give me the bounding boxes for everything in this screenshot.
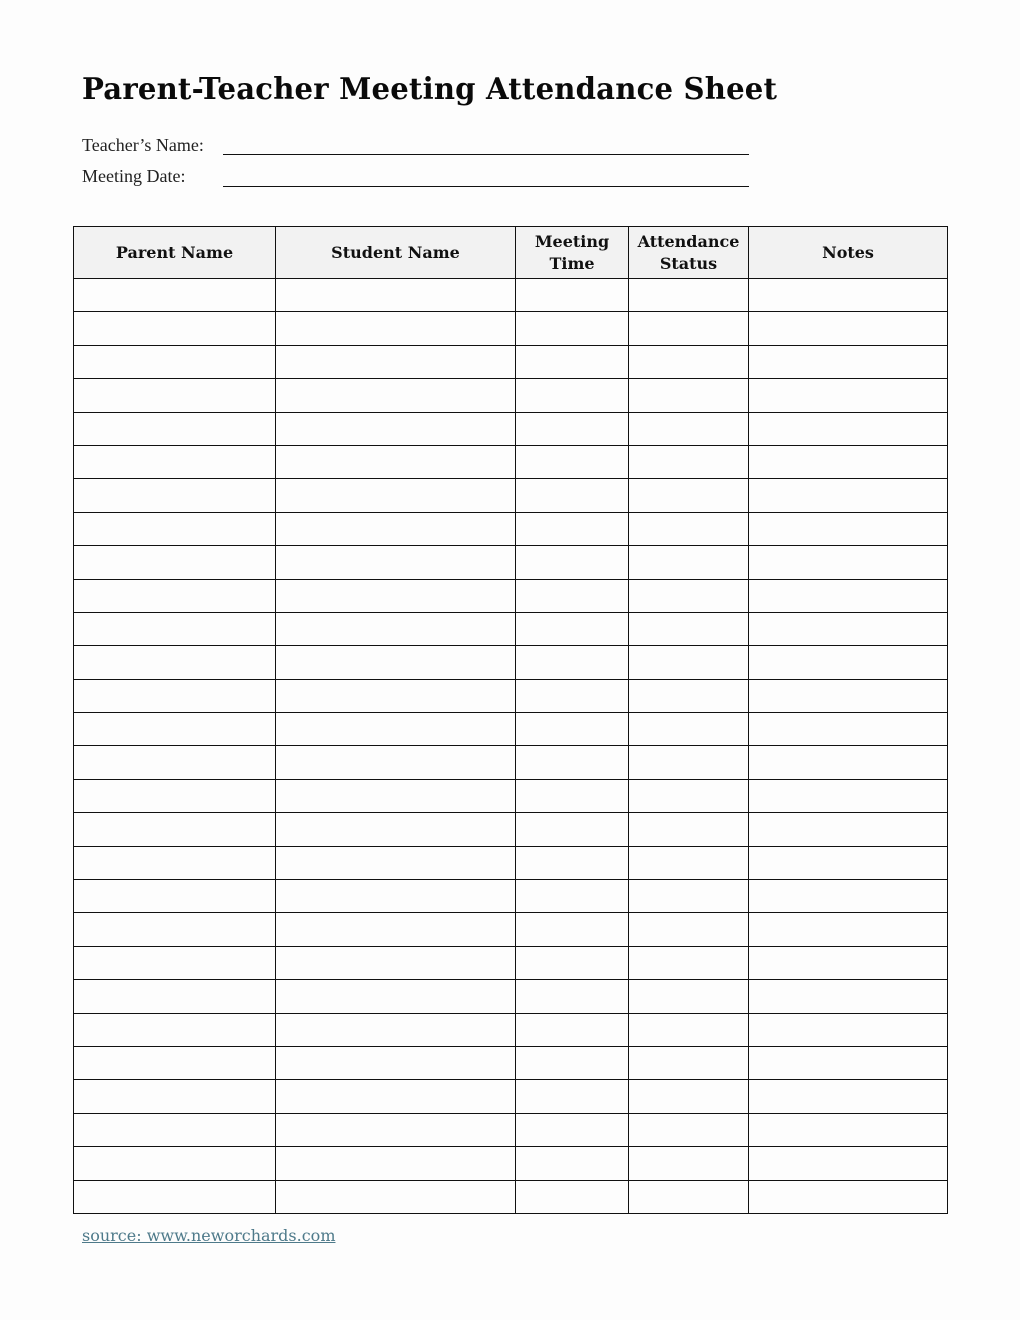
notes-cell[interactable] [749, 1013, 948, 1046]
table-row [74, 846, 948, 879]
student-name-cell[interactable] [276, 1147, 516, 1180]
table-row [74, 1180, 948, 1213]
teacher-name-field[interactable] [223, 154, 749, 155]
parent-name-cell[interactable] [74, 512, 276, 545]
parent-name-cell[interactable] [74, 379, 276, 412]
notes-cell[interactable] [749, 1046, 948, 1079]
attendance-status-cell[interactable] [629, 512, 749, 545]
teacher-name-label: Teacher’s Name: [82, 135, 204, 155]
meeting-time-cell[interactable] [516, 412, 629, 445]
column-header-attendance-status [629, 227, 749, 279]
notes-cell[interactable] [749, 412, 948, 445]
source-link[interactable]: source: www.neworchards.com [82, 1226, 336, 1245]
meeting-time-cell[interactable] [516, 746, 629, 779]
attendance-table [73, 226, 948, 1214]
parent-name-cell[interactable] [74, 579, 276, 612]
table-row [74, 980, 948, 1013]
parent-name-cell[interactable] [74, 1113, 276, 1146]
attendance-status-cell[interactable] [629, 646, 749, 679]
meeting-time-cell[interactable] [516, 1147, 629, 1180]
table-row [74, 479, 948, 512]
notes-cell[interactable] [749, 679, 948, 712]
meeting-time-cell[interactable] [516, 713, 629, 746]
student-name-cell[interactable] [276, 913, 516, 946]
attendance-status-cell[interactable] [629, 445, 749, 478]
attendance-status-cell[interactable] [629, 479, 749, 512]
meeting-time-cell[interactable] [516, 679, 629, 712]
table-row [74, 312, 948, 345]
student-name-cell[interactable] [276, 1113, 516, 1146]
meeting-time-cell[interactable] [516, 880, 629, 913]
parent-name-cell[interactable] [74, 546, 276, 579]
notes-cell[interactable] [749, 813, 948, 846]
attendance-status-cell[interactable] [629, 913, 749, 946]
meeting-date-label: Meeting Date: [82, 166, 186, 186]
parent-name-cell[interactable] [74, 279, 276, 312]
meeting-time-cell[interactable] [516, 612, 629, 645]
attendance-status-cell[interactable] [629, 679, 749, 712]
student-name-cell[interactable] [276, 946, 516, 979]
student-name-cell[interactable] [276, 1046, 516, 1079]
table-row [74, 746, 948, 779]
parent-name-cell[interactable] [74, 1080, 276, 1113]
table-row [74, 1080, 948, 1113]
parent-name-cell[interactable] [74, 312, 276, 345]
parent-name-cell[interactable] [74, 345, 276, 378]
student-name-cell[interactable] [276, 612, 516, 645]
notes-cell[interactable] [749, 479, 948, 512]
attendance-status-cell[interactable] [629, 1013, 749, 1046]
notes-cell[interactable] [749, 1113, 948, 1146]
student-name-cell[interactable] [276, 445, 516, 478]
notes-cell[interactable] [749, 512, 948, 545]
column-header-parent-name [74, 227, 276, 279]
student-name-cell[interactable] [276, 980, 516, 1013]
notes-cell[interactable] [749, 312, 948, 345]
parent-name-cell[interactable] [74, 479, 276, 512]
column-header-meeting-time [516, 227, 629, 279]
column-header-student-name [276, 227, 516, 279]
table-row [74, 1013, 948, 1046]
parent-name-cell[interactable] [74, 679, 276, 712]
parent-name-cell[interactable] [74, 646, 276, 679]
column-header-label: Attendance [637, 231, 740, 251]
attendance-status-cell[interactable] [629, 813, 749, 846]
notes-cell[interactable] [749, 846, 948, 879]
student-name-cell[interactable] [276, 779, 516, 812]
meeting-time-cell[interactable] [516, 279, 629, 312]
parent-name-cell[interactable] [74, 813, 276, 846]
table-row [74, 679, 948, 712]
attendance-status-cell[interactable] [629, 946, 749, 979]
meeting-time-cell[interactable] [516, 1046, 629, 1079]
meeting-time-cell[interactable] [516, 980, 629, 1013]
meeting-time-cell[interactable] [516, 1080, 629, 1113]
attendance-status-cell[interactable] [629, 379, 749, 412]
student-name-cell[interactable] [276, 880, 516, 913]
student-name-cell[interactable] [276, 379, 516, 412]
meeting-time-cell[interactable] [516, 546, 629, 579]
page-title: Parent-Teacher Meeting Attendance Sheet [82, 72, 778, 107]
notes-cell[interactable] [749, 579, 948, 612]
attendance-status-cell[interactable] [629, 880, 749, 913]
attendance-status-cell[interactable] [629, 1113, 749, 1146]
attendance-status-cell[interactable] [629, 713, 749, 746]
attendance-status-cell[interactable] [629, 1180, 749, 1213]
parent-name-cell[interactable] [74, 880, 276, 913]
notes-cell[interactable] [749, 546, 948, 579]
table-row [74, 579, 948, 612]
meeting-time-cell[interactable] [516, 1113, 629, 1146]
parent-name-cell[interactable] [74, 846, 276, 879]
parent-name-cell[interactable] [74, 746, 276, 779]
notes-cell[interactable] [749, 445, 948, 478]
meeting-time-cell[interactable] [516, 813, 629, 846]
student-name-cell[interactable] [276, 746, 516, 779]
attendance-status-cell[interactable] [629, 345, 749, 378]
notes-cell[interactable] [749, 646, 948, 679]
notes-cell[interactable] [749, 279, 948, 312]
attendance-status-cell[interactable] [629, 546, 749, 579]
table-row [74, 612, 948, 645]
parent-name-cell[interactable] [74, 1046, 276, 1079]
table-body [74, 279, 948, 1214]
notes-cell[interactable] [749, 1147, 948, 1180]
meeting-time-cell[interactable] [516, 946, 629, 979]
attendance-status-cell[interactable] [629, 412, 749, 445]
attendance-status-cell[interactable] [629, 746, 749, 779]
notes-cell[interactable] [749, 746, 948, 779]
student-name-cell[interactable] [276, 279, 516, 312]
table-row [74, 445, 948, 478]
attendance-status-cell[interactable] [629, 846, 749, 879]
meeting-time-cell[interactable] [516, 312, 629, 345]
meeting-time-cell[interactable] [516, 913, 629, 946]
parent-name-cell[interactable] [74, 713, 276, 746]
attendance-status-cell[interactable] [629, 579, 749, 612]
table-row [74, 279, 948, 312]
student-name-cell[interactable] [276, 1180, 516, 1213]
attendance-status-cell[interactable] [629, 312, 749, 345]
attendance-status-cell[interactable] [629, 279, 749, 312]
column-header-label: Student Name [331, 242, 460, 262]
attendance-status-cell[interactable] [629, 1046, 749, 1079]
student-name-cell[interactable] [276, 345, 516, 378]
table-row [74, 646, 948, 679]
student-name-cell[interactable] [276, 646, 516, 679]
column-header-label: Notes [822, 242, 874, 262]
student-name-cell[interactable] [276, 846, 516, 879]
notes-cell[interactable] [749, 1080, 948, 1113]
attendance-status-cell[interactable] [629, 612, 749, 645]
table-row [74, 412, 948, 445]
column-header-label: Meeting [534, 231, 610, 251]
meeting-time-cell[interactable] [516, 779, 629, 812]
notes-cell[interactable] [749, 1180, 948, 1213]
column-header-label: Parent Name [115, 242, 234, 262]
meeting-time-cell[interactable] [516, 379, 629, 412]
meeting-time-cell[interactable] [516, 579, 629, 612]
table-row [74, 546, 948, 579]
table-row [74, 713, 948, 746]
meeting-time-cell[interactable] [516, 846, 629, 879]
notes-cell[interactable] [749, 913, 948, 946]
column-header-label: Status [659, 253, 718, 273]
table-row [74, 779, 948, 812]
notes-cell[interactable] [749, 946, 948, 979]
table-header-row [74, 227, 948, 279]
student-name-cell[interactable] [276, 713, 516, 746]
table-row [74, 345, 948, 378]
table-row [74, 512, 948, 545]
meeting-time-cell[interactable] [516, 479, 629, 512]
parent-name-cell[interactable] [74, 612, 276, 645]
notes-cell[interactable] [749, 880, 948, 913]
parent-name-cell[interactable] [74, 1147, 276, 1180]
attendance-status-cell[interactable] [629, 980, 749, 1013]
student-name-cell[interactable] [276, 1080, 516, 1113]
table-row [74, 379, 948, 412]
student-name-cell[interactable] [276, 679, 516, 712]
meeting-time-cell[interactable] [516, 512, 629, 545]
table-row [74, 880, 948, 913]
student-name-cell[interactable] [276, 546, 516, 579]
table-row [74, 1046, 948, 1079]
notes-cell[interactable] [749, 612, 948, 645]
student-name-cell[interactable] [276, 813, 516, 846]
attendance-status-cell[interactable] [629, 779, 749, 812]
column-header-label: Time [549, 253, 595, 273]
parent-name-cell[interactable] [74, 1180, 276, 1213]
meeting-time-cell[interactable] [516, 345, 629, 378]
table-row [74, 913, 948, 946]
notes-cell[interactable] [749, 379, 948, 412]
notes-cell[interactable] [749, 345, 948, 378]
meeting-date-field[interactable] [223, 186, 749, 187]
meeting-time-cell[interactable] [516, 1180, 629, 1213]
student-name-cell[interactable] [276, 312, 516, 345]
parent-name-cell[interactable] [74, 779, 276, 812]
parent-name-cell[interactable] [74, 946, 276, 979]
meeting-time-cell[interactable] [516, 646, 629, 679]
notes-cell[interactable] [749, 779, 948, 812]
parent-name-cell[interactable] [74, 913, 276, 946]
meeting-time-cell[interactable] [516, 445, 629, 478]
parent-name-cell[interactable] [74, 1013, 276, 1046]
column-header-notes [749, 227, 948, 279]
student-name-cell[interactable] [276, 1013, 516, 1046]
student-name-cell[interactable] [276, 412, 516, 445]
attendance-status-cell[interactable] [629, 1147, 749, 1180]
attendance-status-cell[interactable] [629, 1080, 749, 1113]
meeting-time-cell[interactable] [516, 1013, 629, 1046]
student-name-cell[interactable] [276, 579, 516, 612]
table-row [74, 946, 948, 979]
parent-name-cell[interactable] [74, 445, 276, 478]
table-row [74, 1147, 948, 1180]
table-row [74, 1113, 948, 1146]
parent-name-cell[interactable] [74, 412, 276, 445]
student-name-cell[interactable] [276, 512, 516, 545]
notes-cell[interactable] [749, 980, 948, 1013]
student-name-cell[interactable] [276, 479, 516, 512]
notes-cell[interactable] [749, 713, 948, 746]
parent-name-cell[interactable] [74, 980, 276, 1013]
table-row [74, 813, 948, 846]
